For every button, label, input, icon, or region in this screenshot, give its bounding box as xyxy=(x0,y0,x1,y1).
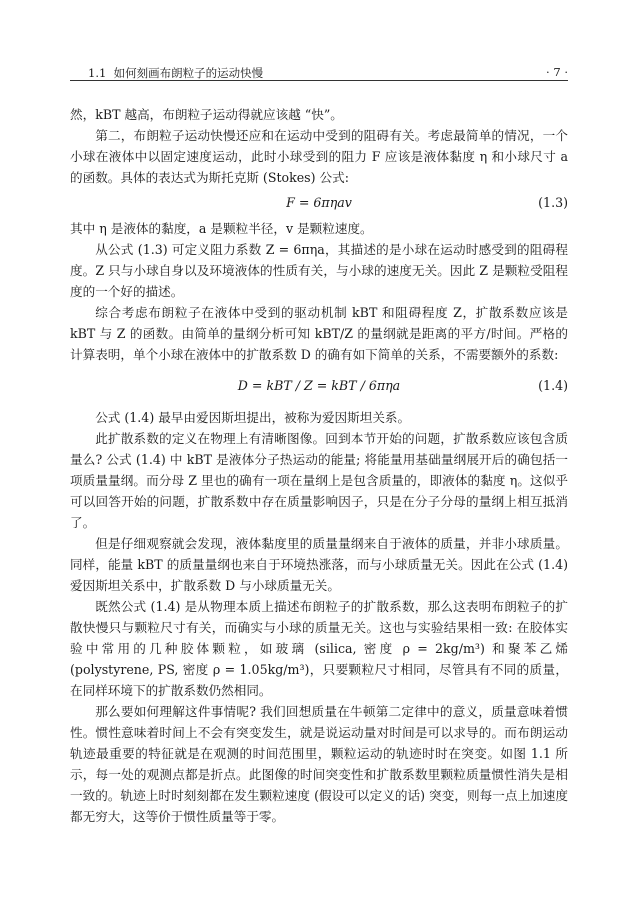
paragraph: 公式 (1.4) 最早由爱因斯坦提出，被称为爱因斯坦关系。 xyxy=(95,410,411,425)
paragraph: 第二，布朗粒子运动快慢还应和在运动中受到的阻碍有关。考虑最简单的情况，一个小球在液体中以固定速度运动，此时小球受到的阻力 F 应该是液体黏度 η 和小球尺寸 a 的函数。具体的表达式为斯托克斯 (Stokes) 公式: xyxy=(70,128,568,185)
paragraph: 其中 η 是液体的黏度，a 是颗粒半径，v 是颗粒速度。 xyxy=(70,221,373,236)
equation-number: (1.4) xyxy=(538,378,568,393)
paragraph: 综合考虑布朗粒子在液体中受到的驱动机制 kBT 和阻碍程度 Z，扩散系数应该是 kBT 与 Z 的函数。由简单的量纲分析可知 kBT/Z 的量纲就是距离的平方/时间。严格的计算表明，单个小球在液体中的扩散系数 D 的确有如下简单的关系，不需要额外的系数: xyxy=(70,305,568,362)
paragraph: 那么要如何理解这件事情呢? 我们回想质量在牛顿第二定律中的意义，质量意味着惯性。惯性意味着时间上不会有突变发生，就是说运动量对时间是可以求导的。而布朗运动轨迹最重要的特征就是在观测的时间范围里，颗粒运动的轨迹时时在突变。如图 1.1 所示，每一处的观测点都是折点。此图像的时间突变性和扩散系数里颗粒质量惯性消失是相一致的。轨迹上时时刻刻都在发生颗粒速度 (假设可以定义的话) 突变，则每一点上加速度都无穷大，这等价于惯性质量等于零。 xyxy=(70,704,568,824)
paragraph: 但是仔细观察就会发现，液体黏度里的质量量纲来自于液体的质量，并非小球质量。同样，能量 kBT 的质量量纲也来自于环境热涨落，而与小球质量无关。因此在公式 (1.4) 爱因斯坦关系中，扩散系数 D 与小球质量无关。 xyxy=(70,536,568,593)
equation-stokes xyxy=(70,188,568,218)
equation-number: (1.3) xyxy=(538,195,568,210)
equation-einstein xyxy=(70,365,568,407)
equation-body: D = kBT / Z = kBT / 6πηa xyxy=(237,378,401,393)
paragraph: 既然公式 (1.4) 是从物理本质上描述布朗粒子的扩散系数，那么这表明布朗粒子的扩散快慢只与颗粒尺寸有关，而确实与小球的质量无关。这也与实验结果相一致: 在胶体实验中常用的几种胶体颗粒，如玻璃 (silica, 密度 ρ = 2kg/m³) 和聚苯乙烯 (polystyrene, PS, 密度 ρ = 1.05kg/m³)，只要颗粒尺寸相同，尽管具有不同的质量，在同样环境下的扩散系数仍然相同。 xyxy=(70,599,568,698)
section-number: 1.1 xyxy=(88,66,107,80)
page-body xyxy=(70,104,568,827)
running-header xyxy=(70,62,568,81)
page-number: · 7 · xyxy=(546,65,568,79)
paragraph: 然，kBT 越高，布朗粒子运动得就应该越 “快”。 xyxy=(70,107,343,122)
section-title: 如何刻画布朗粒子的运动快慢 xyxy=(113,66,264,80)
paragraph: 此扩散系数的定义在物理上有清晰图像。回到本节开始的问题，扩散系数应该包含质量么? 公式 (1.4) 中 kBT 是液体分子热运动的能量; 将能量用基础量纲展开后的确包括一项质量量纲。而分母 Z 里也的确有一项在量纲上是包含质量的，即液体的黏度 η。这似乎可以回答开始的问题，扩散系数中存在质量影响因子，只是在分子分母的量纲上相互抵消了。 xyxy=(70,431,568,530)
equation-body: F = 6πηav xyxy=(286,195,352,210)
paragraph: 从公式 (1.3) 可定义阻力系数 Z = 6πηa，其描述的是小球在运动时感受到的阻碍程度。Z 只与小球自身以及环境液体的性质有关，与小球的速度无关。因此 Z 是颗粒受阻程度的一个好的描述。 xyxy=(70,242,568,299)
header-section xyxy=(88,65,263,81)
